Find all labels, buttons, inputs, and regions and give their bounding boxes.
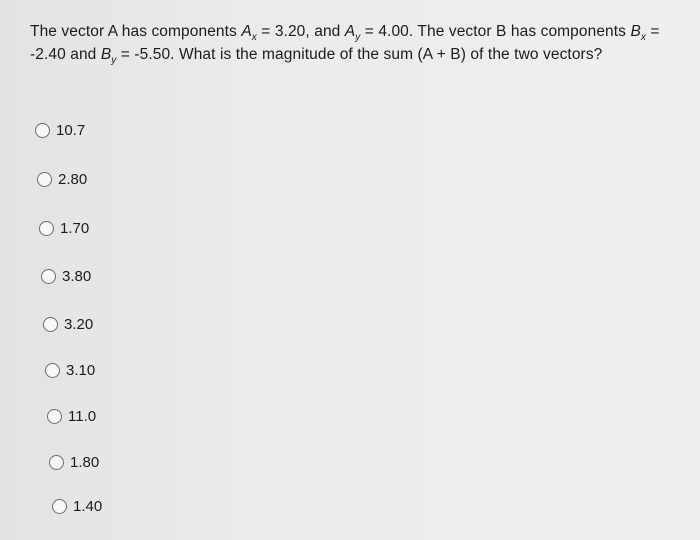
ax-value: = 3.20, and: [256, 23, 345, 40]
radio-button-icon[interactable]: [49, 455, 64, 470]
answer-option-6[interactable]: [45, 358, 95, 382]
answer-label: 1.80: [70, 453, 100, 471]
radio-button-icon[interactable]: [41, 269, 56, 284]
answer-option-8[interactable]: [49, 450, 99, 474]
radio-button-icon[interactable]: [35, 123, 50, 138]
answer-label: 3.10: [66, 361, 96, 379]
question-text: [30, 20, 670, 66]
ay-symbol: A: [344, 23, 356, 40]
answer-option-4[interactable]: [41, 264, 91, 288]
radio-button-icon[interactable]: [47, 409, 62, 424]
question-intro: The vector A has components: [30, 23, 242, 40]
bx-subscript: x: [640, 32, 647, 43]
answer-option-9[interactable]: [52, 494, 102, 518]
answer-label: 1.40: [73, 497, 103, 515]
radio-button-icon[interactable]: [45, 363, 60, 378]
answer-option-1[interactable]: [35, 118, 85, 142]
radio-button-icon[interactable]: [52, 499, 67, 514]
by-symbol: B: [100, 46, 112, 63]
bx-symbol: B: [630, 23, 641, 40]
answer-option-3[interactable]: [39, 216, 89, 240]
answer-option-7[interactable]: [47, 404, 96, 428]
answer-label: 1.70: [60, 219, 90, 237]
ay-subscript: y: [355, 32, 361, 43]
radio-button-icon[interactable]: [39, 221, 54, 236]
ay-value: = 4.00. The vector B has components: [360, 23, 631, 40]
by-value: = -5.50. What is the magnitude of the sum (A + B) of the two vectors?: [116, 46, 603, 63]
answer-label: 3.80: [62, 267, 92, 285]
answer-option-5[interactable]: [43, 312, 93, 336]
bx-value: = -2.40 and: [30, 23, 660, 63]
radio-button-icon[interactable]: [37, 172, 52, 187]
answer-label: 2.80: [58, 170, 88, 188]
answer-label: 3.20: [64, 315, 94, 333]
by-subscript: y: [111, 55, 117, 66]
answer-label: 10.7: [56, 121, 86, 139]
radio-button-icon[interactable]: [43, 317, 58, 332]
answer-label: 11.0: [68, 407, 97, 425]
ax-symbol: A: [241, 23, 252, 40]
ax-subscript: x: [251, 32, 257, 43]
answer-option-2[interactable]: [37, 167, 87, 191]
